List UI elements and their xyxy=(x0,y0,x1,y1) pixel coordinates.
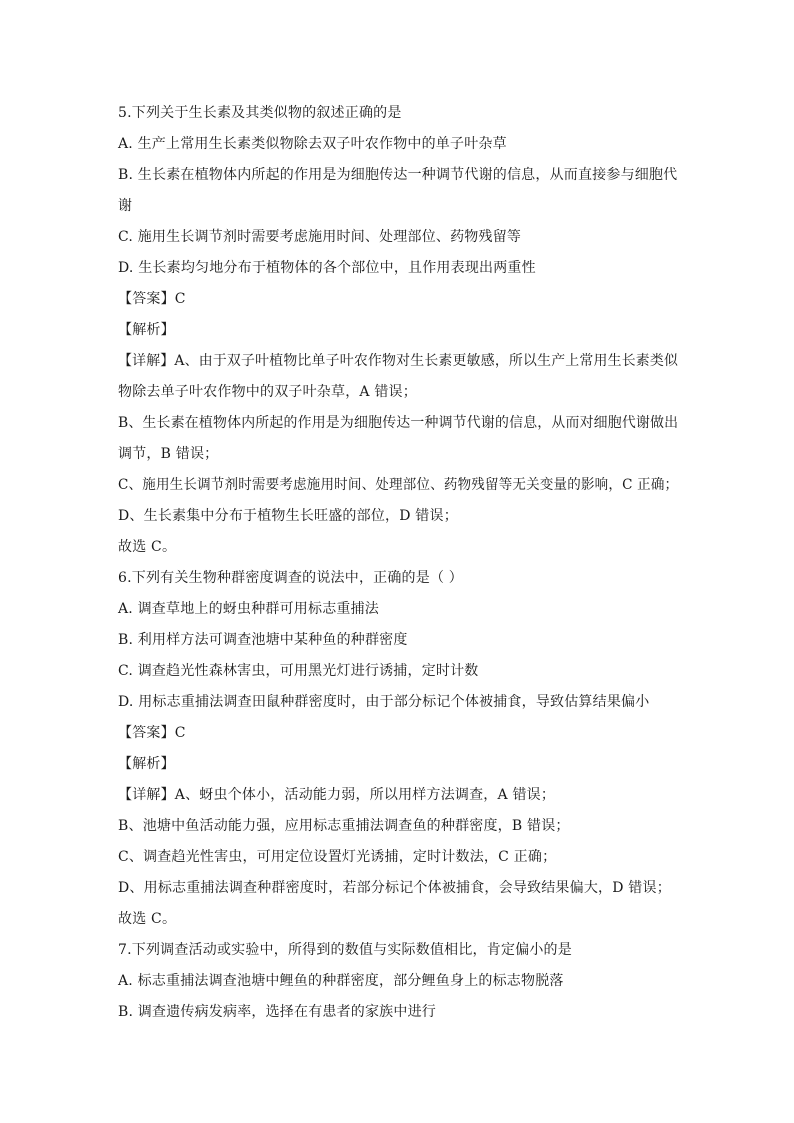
q6-option-d: D. 用标志重捕法调查田鼠种群密度时，由于部分标记个体被捕食，导致估算结果偏小 xyxy=(118,694,650,710)
q6-detail-a: 【详解】A、蚜虫个体小，活动能力弱，所以用样方法调查，A 错误； xyxy=(118,787,556,803)
q6-detail-c: C、调查趋光性害虫，可用定位设置灯光诱捕，定时计数法，C 正确； xyxy=(118,849,557,865)
q5-option-b: B. 生长素在植物体内所起的作用是为细胞传达一种调节代谢的信息，从而直接参与细胞代 xyxy=(118,167,678,183)
q5-detail-b-cont: 调节，B 错误； xyxy=(118,446,219,462)
q5-stem: 5.下列关于生长素及其类似物的叙述正确的是 xyxy=(118,105,402,121)
q5-detail-a: 【详解】A、由于双子叶植物比单子叶农作物对生长素更敏感，所以生产上常用生长素类似 xyxy=(118,353,679,369)
q6-detail-d: D、用标志重捕法调查种群密度时，若部分标记个体被捕食，会导致结果偏大，D 错误； xyxy=(118,880,671,896)
q5-detail-a-cont: 物除去单子叶农作物中的双子叶杂草，A 错误； xyxy=(118,384,417,400)
q5-detail-d: D、生长素集中分布于植物生长旺盛的部位，D 错误； xyxy=(118,508,458,524)
q5-option-a: A. 生产上常用生长素类似物除去双子叶农作物中的单子叶杂草 xyxy=(118,136,507,152)
q5-answer: 【答案】C xyxy=(118,291,186,307)
q6-answer: 【答案】C xyxy=(118,725,186,741)
q6-option-a: A. 调查草地上的蚜虫种群可用标志重捕法 xyxy=(118,601,380,617)
q5-detail-b: B、生长素在植物体内所起的作用是为细胞传达一种调节代谢的信息，从而对细胞代谢做出 xyxy=(118,415,679,431)
q6-analysis-heading: 【解析】 xyxy=(118,756,175,772)
q7-option-b: B. 调查遗传病发病率，选择在有患者的家族中进行 xyxy=(118,1004,436,1020)
q5-analysis-heading: 【解析】 xyxy=(118,322,175,338)
q6-detail-b: B、池塘中鱼活动能力强，应用标志重捕法调查鱼的种群密度，B 错误； xyxy=(118,818,570,834)
q6-stem: 6.下列有关生物种群密度调查的说法中，正确的是（ ） xyxy=(118,570,464,586)
q5-conclusion: 故选 C。 xyxy=(118,539,177,555)
q6-conclusion: 故选 C。 xyxy=(118,911,177,927)
q7-option-a: A. 标志重捕法调查池塘中鲤鱼的种群密度，部分鲤鱼身上的标志物脱落 xyxy=(118,973,564,989)
q6-option-b: B. 利用样方法可调查池塘中某种鱼的种群密度 xyxy=(118,632,408,648)
q7-stem: 7.下列调查活动或实验中，所得到的数值与实际数值相比，肯定偏小的是 xyxy=(118,942,572,958)
q6-option-c: C. 调查趋光性森林害虫，可用黑光灯进行诱捕，定时计数 xyxy=(118,663,479,679)
q5-detail-c: C、施用生长调节剂时需要考虑施用时间、处理部位、药物残留等无关变量的影响，C 正确； xyxy=(118,477,679,493)
q5-option-c: C. 施用生长调节剂时需要考虑施用时间、处理部位、药物残留等 xyxy=(118,229,522,245)
q5-option-d: D. 生长素均匀地分布于植物体的各个部位中，且作用表现出两重性 xyxy=(118,260,536,276)
q5-option-b-cont: 谢 xyxy=(118,198,133,214)
